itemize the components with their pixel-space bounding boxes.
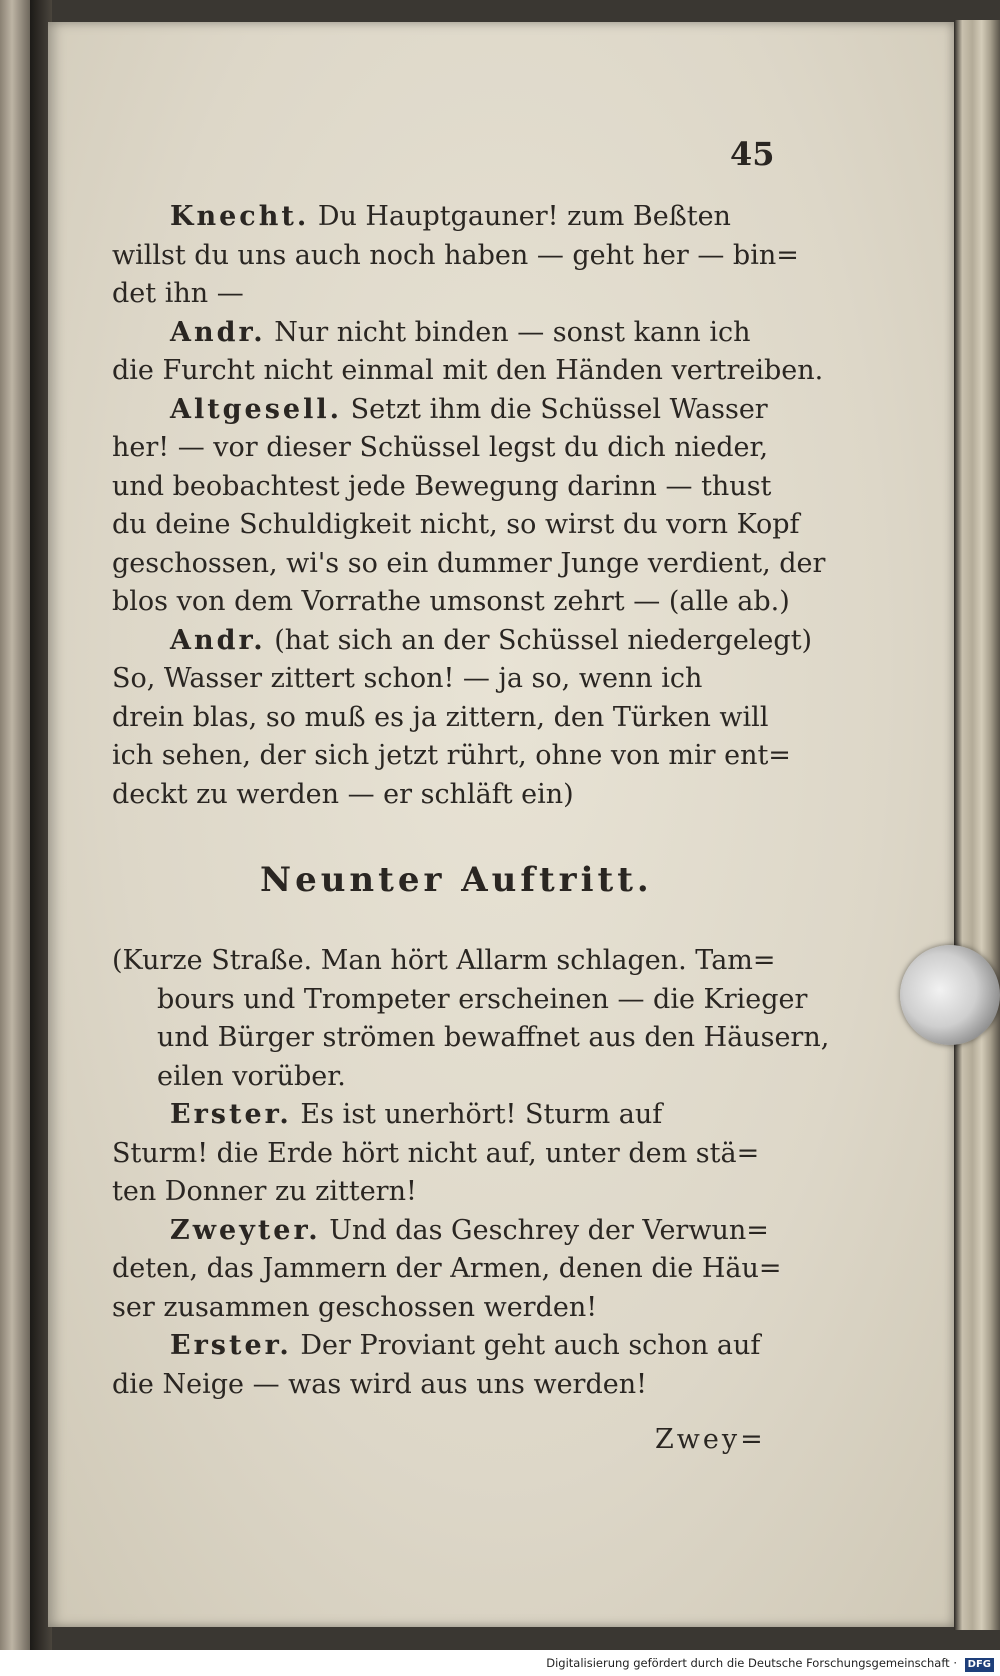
line-text: die Furcht nicht einmal mit den Händen vertreiben. bbox=[112, 355, 824, 386]
catchword: Zwey= bbox=[655, 1424, 766, 1455]
line-text: Es ist unerhört! Sturm auf bbox=[300, 1099, 663, 1130]
line-text: (hat sich an der Schüssel niedergelegt) bbox=[274, 624, 813, 656]
text-line bbox=[112, 545, 826, 584]
speaker-name: Andr. bbox=[170, 316, 266, 348]
text-line bbox=[112, 1327, 792, 1366]
text-line bbox=[112, 1135, 792, 1174]
dfg-logo: DFG bbox=[965, 1658, 994, 1672]
text-line bbox=[112, 468, 792, 507]
footer-text: Digitalisierung gefördert durch die Deutsche Forschungsgemeinschaft bbox=[546, 1656, 950, 1670]
line-text: (Kurze Straße. Man hört Allarm schlagen. Tam= bbox=[112, 945, 776, 976]
text-line bbox=[112, 1019, 830, 1058]
line-text: blos von dem Vorrathe umsonst zehrt — (alle ab.) bbox=[112, 586, 790, 617]
text-line bbox=[112, 314, 792, 353]
text-line bbox=[112, 737, 792, 776]
line-text: und beobachtest jede Bewegung darinn — thust bbox=[112, 470, 772, 502]
text-line bbox=[112, 699, 792, 738]
line-text: Und das Geschrey der Verwun= bbox=[329, 1214, 769, 1246]
speaker-name: Altgesell. bbox=[170, 393, 343, 425]
text-line bbox=[112, 1096, 792, 1135]
line-text: deten, das Jammern der Armen, denen die Häu= bbox=[112, 1253, 782, 1284]
line-text: Sturm! die Erde hört nicht auf, unter dem stä= bbox=[112, 1137, 760, 1169]
line-text: det ihn — bbox=[112, 278, 244, 309]
scene-heading: Neunter Auftritt. bbox=[260, 860, 653, 900]
speaker-name: Zweyter. bbox=[170, 1214, 321, 1246]
text-line bbox=[112, 622, 813, 661]
speaker-name: Erster. bbox=[170, 1099, 292, 1130]
footer: Digitalisierung gefördert durch die Deutsche Forschungsgemeinschaft · DFG bbox=[0, 1651, 1000, 1676]
line-text: ten Donner zu zittern! bbox=[112, 1176, 417, 1207]
text-line bbox=[112, 583, 792, 622]
line-text: Nur nicht binden — sonst kann ich bbox=[274, 316, 751, 348]
text-block-2 bbox=[112, 942, 830, 1404]
line-text: her! — vor dieser Schüssel legst du dich nieder, bbox=[112, 432, 769, 463]
text-block-1 bbox=[112, 198, 826, 814]
text-line bbox=[112, 352, 824, 391]
speaker-name: Erster. bbox=[170, 1330, 292, 1361]
line-text: Setzt ihm die Schüssel Wasser bbox=[350, 393, 768, 425]
line-text: Du Hauptgauner! zum Beßten bbox=[317, 201, 731, 232]
line-text: Der Proviant geht auch schon auf bbox=[300, 1330, 761, 1361]
left-page-edge bbox=[0, 0, 30, 1650]
speaker-name: Andr. bbox=[170, 624, 266, 656]
text-line bbox=[112, 275, 792, 314]
page-edges bbox=[954, 20, 1000, 1630]
text-line bbox=[112, 660, 792, 699]
line-text: geschossen, wi's so ein dummer Junge verdient, der bbox=[112, 547, 826, 579]
text-line bbox=[112, 391, 792, 430]
text-line bbox=[112, 1173, 792, 1212]
line-text: bours und Trompeter erscheinen — die Krieger bbox=[157, 983, 808, 1015]
text-line bbox=[112, 942, 792, 981]
line-text: eilen vorüber. bbox=[157, 1060, 346, 1092]
text-line bbox=[112, 1058, 792, 1097]
text-line bbox=[112, 429, 792, 468]
text-line bbox=[112, 198, 792, 237]
line-text: deckt zu werden — er schläft ein) bbox=[112, 778, 574, 810]
line-text: ich sehen, der sich jetzt rührt, ohne von mir ent= bbox=[112, 740, 791, 771]
line-text: drein blas, so muß es ja zittern, den Türken will bbox=[112, 701, 769, 733]
line-text: und Bürger strömen bewaffnet aus den Häusern, bbox=[157, 1022, 830, 1053]
line-text: So, Wasser zittert schon! — ja so, wenn ich bbox=[112, 663, 703, 694]
speaker-name: Knecht. bbox=[170, 201, 310, 232]
text-line bbox=[112, 1250, 792, 1289]
text-line bbox=[112, 1366, 792, 1405]
page-clip bbox=[900, 945, 1000, 1045]
page-number: 45 bbox=[730, 135, 775, 173]
text-line bbox=[112, 981, 808, 1020]
text-line bbox=[112, 1289, 792, 1328]
line-text: die Neige — was wird aus uns werden! bbox=[112, 1368, 647, 1400]
text-line bbox=[112, 776, 792, 815]
line-text: ser zusammen geschossen werden! bbox=[112, 1291, 598, 1323]
text-line bbox=[112, 1212, 792, 1251]
line-text: du deine Schuldigkeit nicht, so wirst du vorn Kopf bbox=[112, 509, 800, 540]
text-line bbox=[112, 506, 800, 545]
text-line bbox=[112, 237, 799, 276]
line-text: willst du uns auch noch haben — geht her — bin= bbox=[112, 239, 799, 271]
